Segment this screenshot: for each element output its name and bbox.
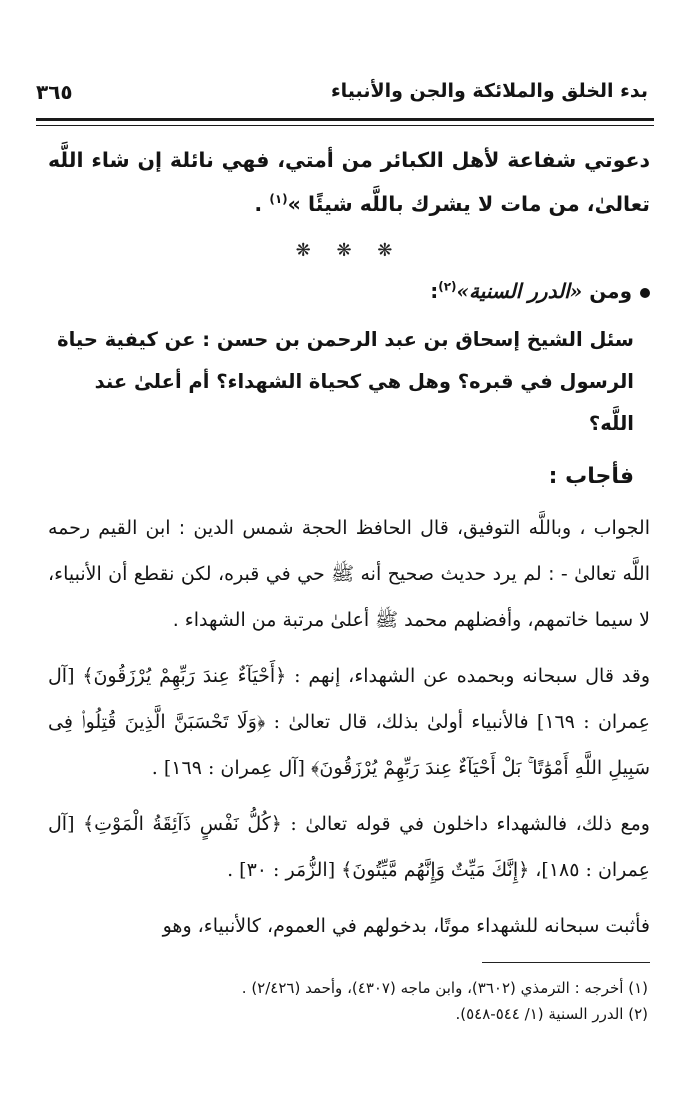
question-text: سئل الشيخ إسحاق بن عبد الرحمن بن حسن : عن كيفية حياة الرسول في قبره؟ وهل هي كحياة الشهداء؟ أم أعلىٰ عند اللَّه؟ <box>57 328 634 435</box>
answer-paragraph-3: ومع ذلك، فالشهداء داخلون في قوله تعالىٰ : ﴿كُلُّ نَفْسٍ ذَآئِقَةُ الْمَوْتِ﴾ [آل عِمران : ١٨٥]، ﴿إِنَّكَ مَيِّتٌ وَإِنَّهُم مَّيِّتُونَ﴾ [الزُّمَر : ٣٠] . <box>48 813 650 881</box>
hadith-continuation <box>48 138 650 226</box>
footnote-2: (٢) الدرر السنية (١/ ٥٤٤-٥٤٨). <box>455 1005 648 1023</box>
page-number: ٣٦٥ <box>36 80 73 104</box>
source-name: «الدرر السنية» <box>456 279 583 303</box>
answer-paragraph-4: فأثبت سبحانه للشهداء موتًا، بدخولهم في العموم، كالأنبياء، وهو <box>162 915 650 937</box>
footnote-marker-1: (١) <box>269 192 288 207</box>
bullet-icon <box>640 288 650 298</box>
footnote-1: (١) أخرجه : الترمذي (٣٦٠٢)، وابن ماجه (٤٣٠٧)، وأحمد (٢/٤٢٦) . <box>241 979 648 997</box>
header-rule-thin <box>36 125 654 126</box>
source-heading <box>48 273 650 309</box>
answer-paragraph-2: وقد قال سبحانه وبحمده عن الشهداء، إنهم : ﴿أَحْيَآءٌ عِندَ رَبِّهِمْ يُرْزَقُونَ﴾ [آل عِمران : ١٦٩] فالأنبياء أولىٰ بذلك، قال تعالىٰ : ﴿وَلَا تَحْسَبَنَّ الَّذِينَ قُتِلُوا۟ فِى سَبِيلِ اللَّهِ أَمْوَٰتًا ۚ بَلْ أَحْيَآءٌ عِندَ رَبِّهِمْ يُرْزَقُونَ﴾ [آل عِمران : ١٦٩] . <box>48 665 650 779</box>
answer-paragraph-1: الجواب ، وباللَّه التوفيق، قال الحافظ الحجة شمس الدين : ابن القيم رحمه اللَّه تعالىٰ - : لم يرد حديث صحيح أنه ﷺ حي في قبره، لكن نقطع أن الأنبياء، لا سيما خاتمهم، وأفضلهم محمد ﷺ أعلىٰ مرتبة من الشهداء . <box>48 517 650 631</box>
section-separator: ❋ ❋ ❋ <box>295 240 403 261</box>
source-end: : <box>430 279 439 303</box>
header-rule-thick <box>36 118 654 121</box>
source-prefix: ومن <box>589 279 632 303</box>
chapter-title: بدء الخلق والملائكة والجن والأنبياء <box>330 80 648 102</box>
hadith-end: . <box>254 192 263 216</box>
footnote-rule <box>482 962 650 963</box>
answer-label: فأجاب : <box>548 464 634 489</box>
footnote-marker-2: (٢) <box>438 279 457 294</box>
footnotes <box>48 975 650 1027</box>
running-header <box>36 80 648 110</box>
hadith-text: دعوتي شفاعة لأهل الكبائر من أمتي، فهي نائلة إن شاء اللَّه تعالىٰ، من مات لا يشرك باللَّه شيئًا » <box>48 148 650 216</box>
page-body <box>48 138 650 949</box>
